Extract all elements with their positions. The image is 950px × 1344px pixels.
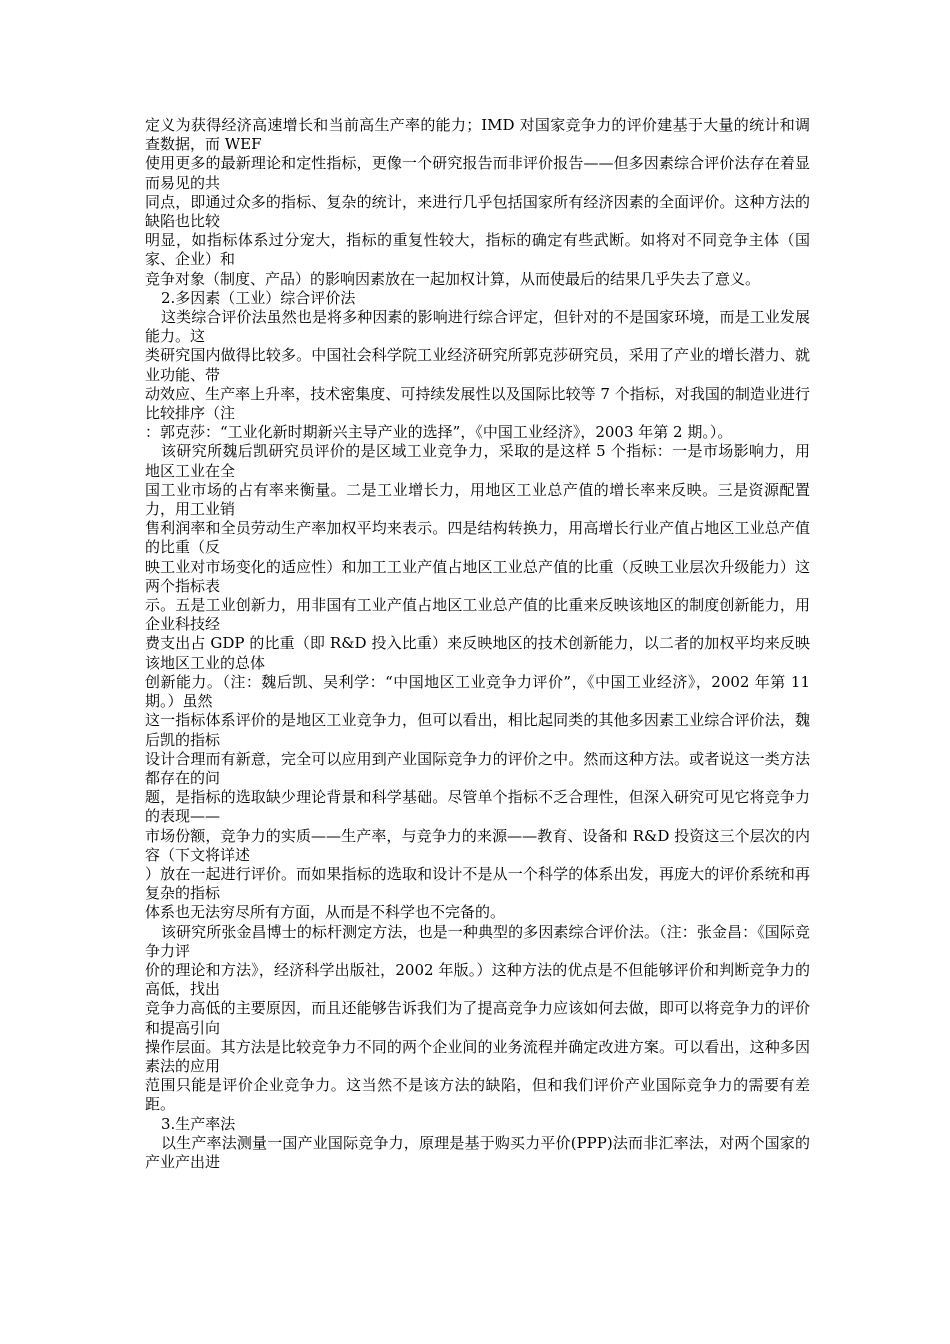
text-line: 售利润率和全员劳动生产率加权平均来表示。四是结构转换力，用高增长行业产值占地区工业总产值的比重（反 bbox=[145, 519, 810, 557]
text-line: 设计合理而有新意，完全可以应用到产业国际竞争力的评价之中。然而这种方法。或者说这一类方法都存在的问 bbox=[145, 749, 810, 787]
section-heading: 3.生产率法 bbox=[161, 1114, 236, 1133]
text-line: 范围只能是评价企业竞争力。这当然不是该方法的缺陷，但和我们评价产业国际竞争力的需要有差距。 bbox=[145, 1076, 810, 1114]
text-line: 定义为获得经济高速增长和当前高生产率的能力；IMD 对国家竞争力的评价建基于大量的统计和调查数据，而 WEF bbox=[145, 116, 810, 154]
text-line: ：郭克莎：“工业化新时期新兴主导产业的选择”，《中国工业经济》，2003 年第 2 期。）。 bbox=[145, 423, 733, 442]
text-line: 创新能力。（注：魏后凯、吴利学：“中国地区工业竞争力评价”，《中国工业经济》，2002 年第 11 期。）虽然 bbox=[145, 672, 810, 711]
text-line: 类研究国内做得比较多。中国社会科学院工业经济研究所郭克莎研究员，采用了产业的增长潜力、就业功能、带 bbox=[145, 346, 810, 384]
text-line: 示。五是工业创新力，用非国有工业产值占地区工业总产值的比重来反映该地区的制度创新能力，用企业科技经 bbox=[145, 596, 810, 634]
text-line: 竞争对象（制度、产品）的影响因素放在一起加权计算，从而使最后的结果几乎失去了意义。 bbox=[145, 269, 761, 288]
text-line: 映工业对市场变化的适应性）和加工工业产值占地区工业总产值的比重（反映工业层次升级能力）这两个指标表 bbox=[145, 557, 810, 595]
text-line: 市场份额，竞争力的实质——生产率，与竞争力的来源——教育、设备和 R&D 投资这三个层次的内容（下文将详述 bbox=[145, 826, 810, 864]
text-line: 使用更多的最新理论和定性指标，更像一个研究报告而非评价报告——但多因素综合评价法存在着显而易见的共 bbox=[145, 154, 810, 192]
section-heading: 2.多因素（工业）综合评价法 bbox=[161, 288, 356, 307]
text-line: 明显，如指标体系过分宠大，指标的重复性较大，指标的确定有些武断。如将对不同竞争主体（国家、企业）和 bbox=[145, 231, 810, 269]
paragraph-start: 这类综合评价法虽然也是将多种因素的影响进行综合评定，但针对的不是国家环境，而是工业发展能力。这 bbox=[145, 308, 810, 346]
text-line: 竞争力高低的主要原因，而且还能够告诉我们为了提高竞争力应该如何去做，即可以将竞争力的评价和提高引向 bbox=[145, 999, 810, 1037]
text-line: 国工业市场的占有率来衡量。二是工业增长力，用地区工业总产值的增长率来反映。三是资源配置力，用工业销 bbox=[145, 480, 810, 519]
paragraph-start: 以生产率法测量一国产业国际竞争力，原理是基于购买力平价(PPP)法而非汇率法，对两个国家的产业产出进 bbox=[145, 1133, 810, 1171]
text-line: 同点，即通过众多的指标、复杂的统计，来进行几乎包括国家所有经济因素的全面评价。这种方法的缺陷也比较 bbox=[145, 192, 810, 231]
paragraph-start: 该研究所张金昌博士的标杆测定方法，也是一种典型的多因素综合评价法。（注：张金昌：《国际竞争力评 bbox=[145, 922, 810, 960]
document-page bbox=[145, 116, 810, 1172]
paragraph-start: 该研究所魏后凯研究员评价的是区域工业竞争力，采取的是这样 5 个指标：一是市场影响力，用地区工业在全 bbox=[145, 442, 810, 480]
text-line: ）放在一起进行评价。而如果指标的选取和设计不是从一个科学的体系出发，再庞大的评价系统和再复杂的指标 bbox=[145, 864, 810, 903]
text-line: 操作层面。其方法是比较竞争力不同的两个企业间的业务流程并确定改进方案。可以看出，这种多因素法的应用 bbox=[145, 1037, 810, 1075]
text-line: 费支出占 GDP 的比重（即 R&D 投入比重）来反映地区的技术创新能力，以二者的加权平均来反映该地区工业的总体 bbox=[145, 634, 810, 672]
text-line: 体系也无法穷尽所有方面，从而是不科学也不完备的。 bbox=[145, 903, 506, 922]
text-line: 动效应、生产率上升率，技术密集度、可持续发展性以及国际比较等 7 个指标，对我国的制造业进行比较排序（注 bbox=[145, 384, 810, 423]
text-line: 价的理论和方法》，经济科学出版社，2002 年版。）这种方法的优点是不但能够评价和判断竞争力的高低，找出 bbox=[145, 960, 810, 999]
text-line: 题，是指标的选取缺少理论背景和科学基础。尽管单个指标不乏合理性，但深入研究可见它将竞争力的表现—— bbox=[145, 788, 810, 826]
text-line: 这一指标体系评价的是地区工业竞争力，但可以看出，相比起同类的其他多因素工业综合评价法，魏后凯的指标 bbox=[145, 711, 810, 749]
